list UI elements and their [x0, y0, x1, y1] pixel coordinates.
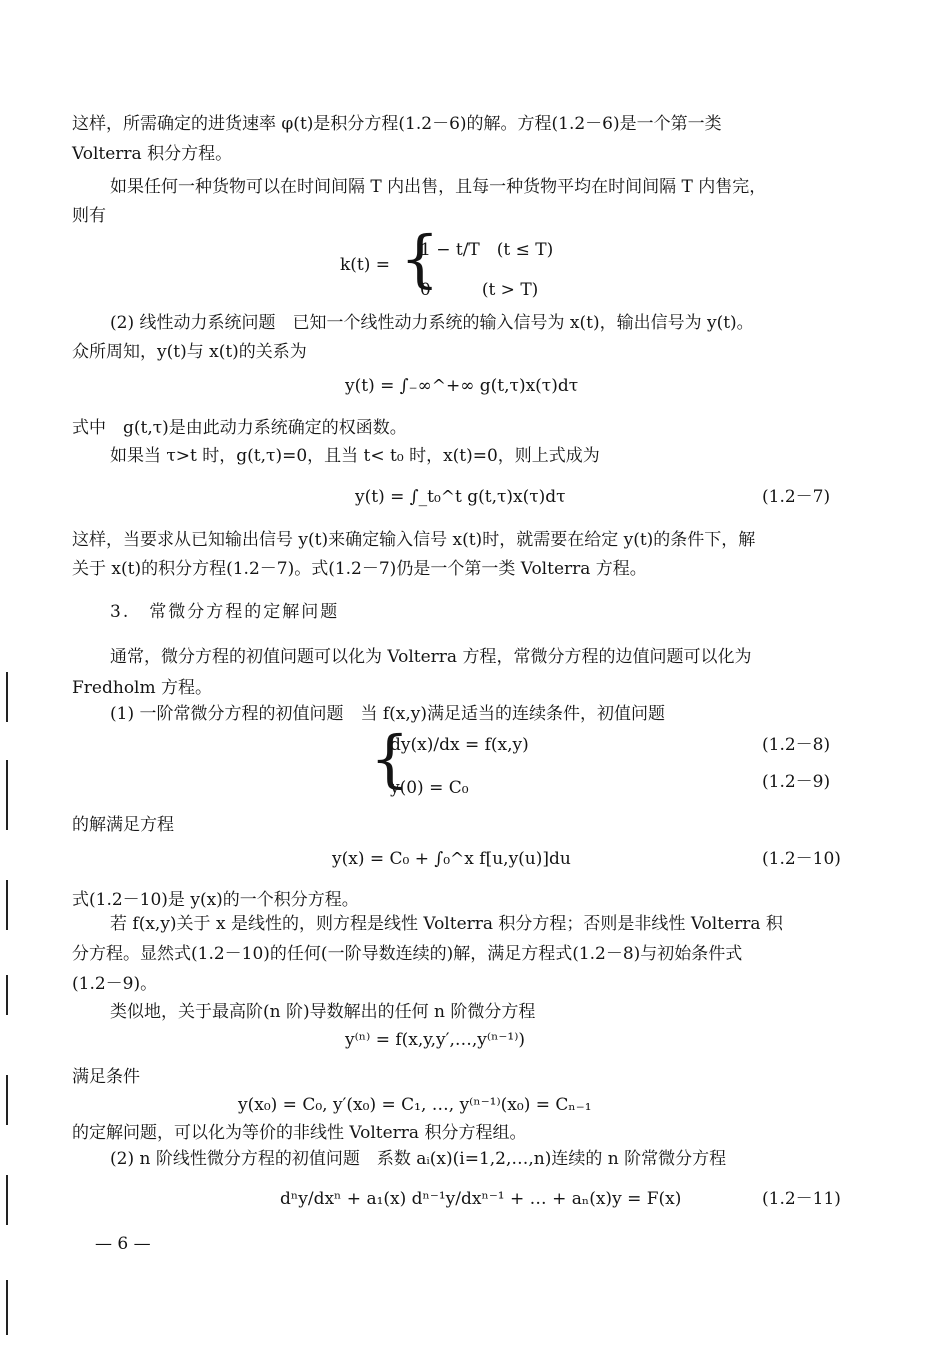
equation-number: (1.2－10) — [762, 849, 841, 869]
equation-y-conv: y(t) = ∫₋∞^+∞ g(t,τ)x(τ)dτ — [345, 376, 579, 396]
text-line: 类似地，关于最高阶(n 阶)导数解出的任何 n 阶微分方程 — [110, 1002, 536, 1022]
scan-margin-mark — [6, 760, 8, 830]
equation-number: (1.2－8) — [762, 735, 831, 755]
text-line: (1.2－9)。 — [72, 974, 158, 994]
page-number: — 6 — — [95, 1234, 151, 1254]
text-line: 满足条件 — [72, 1067, 140, 1087]
equation-ode1-init: y(0) = C₀ — [390, 778, 469, 798]
equation-ode-n: y⁽ⁿ⁾ = f(x,y,y′,…,y⁽ⁿ⁻¹⁾) — [345, 1030, 526, 1050]
equation-k-case1: 1 − t/T (t ≤ T) — [420, 240, 554, 260]
scan-margin-mark — [6, 672, 8, 722]
text-line: 关于 x(t)的积分方程(1.2－7)。式(1.2－7)仍是一个第一类 Volterra 方程。 — [72, 559, 647, 579]
left-brace: { — [400, 222, 440, 295]
text-line: (2) 线性动力系统问题 已知一个线性动力系统的输入信号为 x(t)，输出信号为 y(t)。 — [110, 313, 754, 333]
equation-k-lhs: k(t) = — [340, 255, 391, 275]
equation-ode-n-cond: y(x₀) = C₀, y′(x₀) = C₁, …, y⁽ⁿ⁻¹⁾(x₀) = Cₙ₋₁ — [238, 1095, 592, 1115]
equation-number: (1.2－11) — [762, 1189, 841, 1209]
text-line: (2) n 阶线性微分方程的初值问题 系数 aᵢ(x)(i=1,2,…,n)连续的 n 阶常微分方程 — [110, 1149, 727, 1169]
equation-y-volterra: y(t) = ∫_t₀^t g(t,τ)x(τ)dτ — [355, 487, 566, 507]
text-line: 式(1.2－10)是 y(x)的一个积分方程。 — [72, 890, 359, 910]
scan-margin-mark — [6, 975, 8, 1015]
equation-number: (1.2－9) — [762, 772, 831, 792]
scan-margin-mark — [6, 1175, 8, 1225]
text-line: 的解满足方程 — [72, 815, 174, 835]
equation-k-case2: 0 (t > T) — [420, 280, 539, 300]
text-line: 则有 — [72, 206, 106, 226]
left-brace: { — [370, 722, 410, 795]
text-line: (1) 一阶常微分方程的初值问题 当 f(x,y)满足适当的连续条件，初值问题 — [110, 704, 666, 724]
scan-margin-mark — [6, 1075, 8, 1125]
text-line: 式中 g(t,τ)是由此动力系统确定的权函数。 — [72, 418, 407, 438]
text-line: 分方程。显然式(1.2－10)的任何(一阶导数连续的)解，满足方程式(1.2－8)与初始条件式 — [72, 944, 743, 964]
text-line: Fredholm 方程。 — [72, 678, 213, 698]
text-line: Volterra 积分方程。 — [72, 144, 233, 164]
text-line: 这样，当要求从已知输出信号 y(t)来确定输入信号 x(t)时，就需要在给定 y(t)的条件下，解 — [72, 530, 756, 550]
text-line: 众所周知，y(t)与 x(t)的关系为 — [72, 342, 307, 362]
text-line: 若 f(x,y)关于 x 是线性的，则方程是线性 Volterra 积分方程；否则是非线性 Volterra 积 — [110, 914, 783, 934]
text-line: 的定解问题，可以化为等价的非线性 Volterra 积分方程组。 — [72, 1123, 527, 1143]
equation-lin-ode: dⁿy/dxⁿ + a₁(x) dⁿ⁻¹y/dxⁿ⁻¹ + … + aₙ(x)y = F(x) — [280, 1189, 682, 1209]
section-heading: 3. 常微分方程的定解问题 — [110, 602, 340, 622]
text-line: 这样，所需确定的进货速率 φ(t)是积分方程(1.2－6)的解。方程(1.2－6)是一个第一类 — [72, 114, 722, 134]
text-line: 如果任何一种货物可以在时间间隔 T 内出售，且每一种货物平均在时间间隔 T 内售完， — [110, 177, 767, 197]
equation-ode1: dy(x)/dx = f(x,y) — [390, 735, 529, 755]
equation-int: y(x) = C₀ + ∫₀^x f[u,y(u)]du — [332, 849, 571, 869]
text-line: 通常，微分方程的初值问题可以化为 Volterra 方程，常微分方程的边值问题可以化为 — [110, 647, 752, 667]
scan-margin-mark — [6, 1280, 8, 1335]
text-line: 如果当 τ>t 时，g(t,τ)=0，且当 t< t₀ 时，x(t)=0，则上式成为 — [110, 446, 600, 466]
equation-number: (1.2－7) — [762, 487, 831, 507]
scan-margin-mark — [6, 880, 8, 930]
